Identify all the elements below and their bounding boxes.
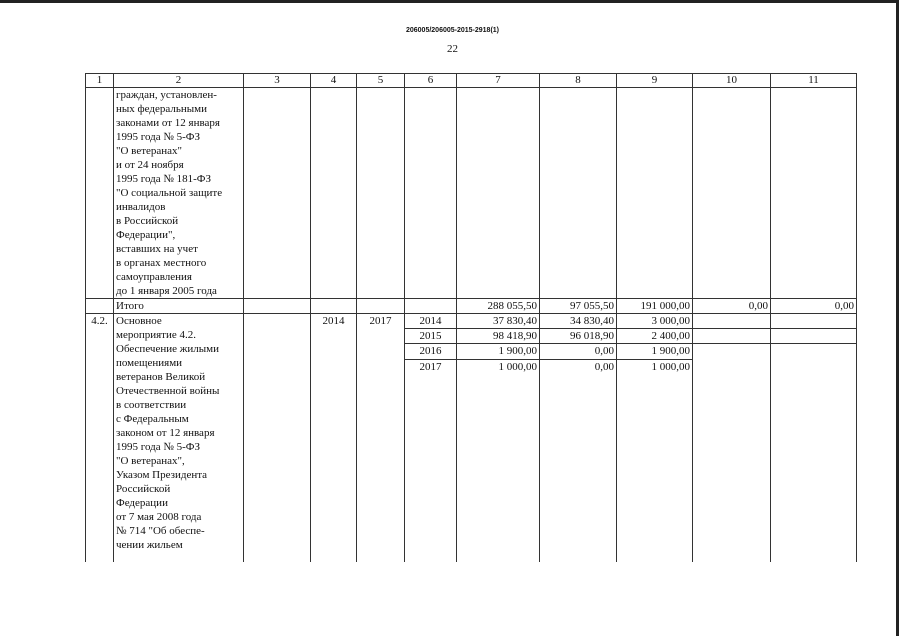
- value-col7: 98 418,90: [457, 329, 540, 344]
- value-col8: 0,00: [540, 359, 617, 562]
- value-col7: 37 830,40: [457, 314, 540, 329]
- year-cell: 2015: [405, 329, 457, 344]
- value-col7: 1 900,00: [457, 344, 540, 359]
- measure-end-year: 2017: [357, 314, 405, 563]
- column-header-row: [86, 74, 857, 88]
- col-header-9: 9: [617, 74, 693, 88]
- value-col9: 1 000,00: [617, 359, 693, 562]
- measure-description: Основное мероприятие 4.2. Обеспечение жилыми помещениями ветеранов Великой Отечественной войны в соответствии с Федеральным законом от 12 января 1995 года № 5-ФЗ "О ветеранах", Указом Президента Российской Федерации от 7 мая 2008 года № 714 "Об обеспе- чении жильем: [114, 314, 244, 563]
- total-col9: 191 000,00: [617, 299, 693, 314]
- value-col9: 3 000,00: [617, 314, 693, 329]
- total-label: Итого: [114, 299, 244, 314]
- col-header-7: 7: [457, 74, 540, 88]
- year-cell: 2014: [405, 314, 457, 329]
- year-cell: 2017: [405, 359, 457, 562]
- total-col11: 0,00: [771, 299, 857, 314]
- col-header-10: 10: [693, 74, 771, 88]
- continued-description-row: [86, 88, 857, 299]
- document-code: 206005/206005-2015-2918(1): [405, 27, 500, 34]
- total-col7: 288 055,50: [457, 299, 540, 314]
- value-col7: 1 000,00: [457, 359, 540, 562]
- col-header-11: 11: [771, 74, 857, 88]
- col-header-8: 8: [540, 74, 617, 88]
- value-col9: 1 900,00: [617, 344, 693, 359]
- col-header-5: 5: [357, 74, 405, 88]
- col-header-4: 4: [311, 74, 357, 88]
- continued-description: граждан, установлен- ных федеральными законами от 12 января 1995 года № 5-ФЗ "О ветеранах" и от 24 ноября 1995 года № 181-ФЗ "О социальной защите инвалидов в Российской Федерации", вставших на учет в органах местного самоуправления до 1 января 2005 года: [114, 88, 244, 299]
- value-col8: 0,00: [540, 344, 617, 359]
- col-header-3: 3: [244, 74, 311, 88]
- value-col9: 2 400,00: [617, 329, 693, 344]
- measure-number: 4.2.: [86, 314, 114, 563]
- budget-table: [85, 73, 857, 562]
- col-header-6: 6: [405, 74, 457, 88]
- page-number: 22: [447, 43, 458, 55]
- col-header-1: 1: [86, 74, 114, 88]
- total-col8: 97 055,50: [540, 299, 617, 314]
- measure-start-year: 2014: [311, 314, 357, 563]
- total-col10: 0,00: [693, 299, 771, 314]
- value-col8: 96 018,90: [540, 329, 617, 344]
- measure-row-2014: [86, 314, 857, 329]
- value-col8: 34 830,40: [540, 314, 617, 329]
- col-header-2: 2: [114, 74, 244, 88]
- year-cell: 2016: [405, 344, 457, 359]
- total-row: [86, 299, 857, 314]
